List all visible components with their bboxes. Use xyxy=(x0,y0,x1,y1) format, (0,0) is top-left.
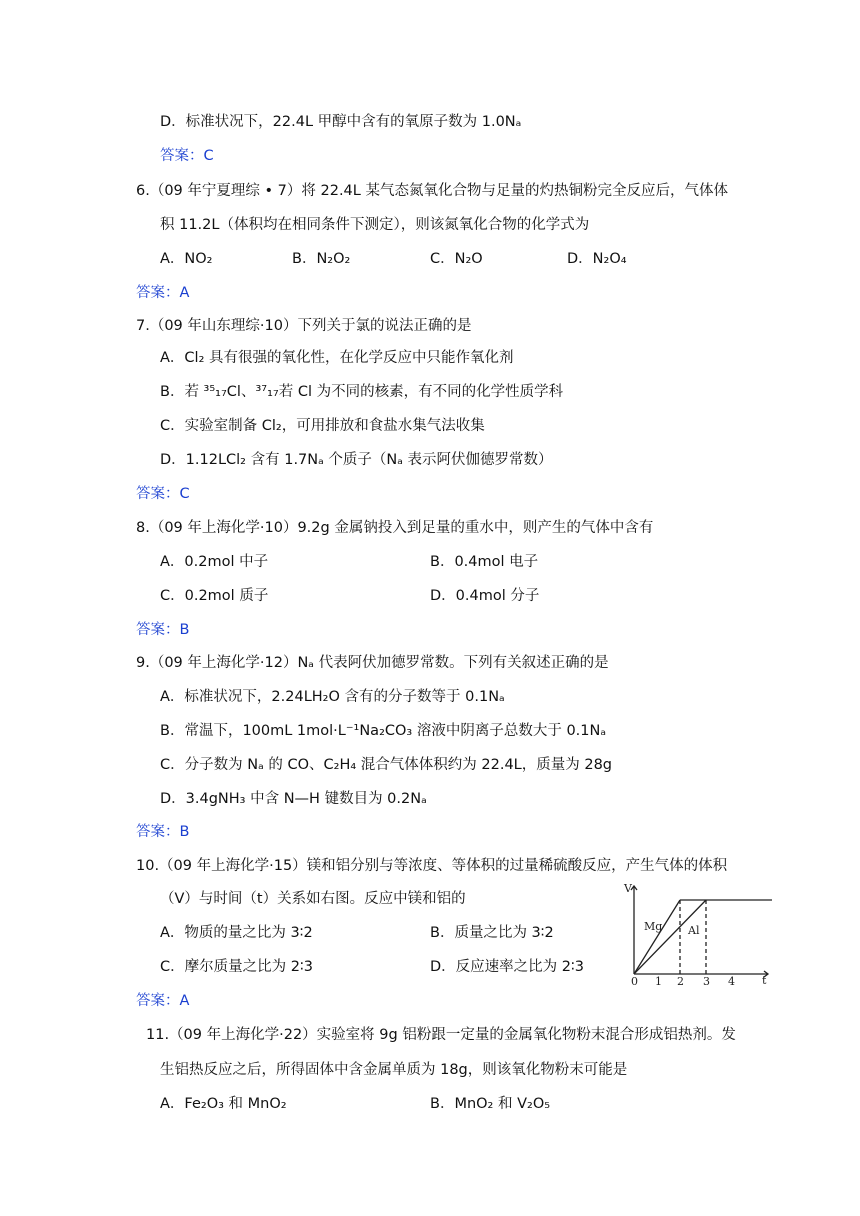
q6-answer: 答案：A xyxy=(136,285,190,301)
q11-option-b: B．MnO₂ 和 V₂O₅ xyxy=(430,1096,551,1112)
q6-option-b: B．N₂O₂ xyxy=(292,251,351,267)
q9-answer: 答案：B xyxy=(136,824,190,840)
q7-option-a: A．Cl₂ 具有很强的氧化性，在化学反应中只能作氧化剂 xyxy=(160,350,514,366)
q11-stem-line1: 11.（09 年上海化学·22）实验室将 9g 铝粉跟一定量的金属氧化物粉末混合形成铝热剂。发 xyxy=(146,1027,736,1043)
q11-option-a: A．Fe₂O₃ 和 MnO₂ xyxy=(160,1096,287,1112)
q9-option-b: B．常温下，100mL 1mol·L⁻¹Na₂CO₃ 溶液中阴离子总数大于 0.1Nₐ xyxy=(160,723,607,739)
q10-option-d: D．反应速率之比为 2∶3 xyxy=(430,959,584,975)
q8-answer: 答案：B xyxy=(136,622,190,638)
q6-stem-line1: 6.（09 年宁夏理综 • 7）将 22.4L 某气态氮氧化合物与足量的灼热铜粉完全反应后，气体体 xyxy=(136,183,728,199)
q10-option-b: B．质量之比为 3∶2 xyxy=(430,925,554,941)
q5-option-d: D．标准状况下，22.4L 甲醇中含有的氧原子数为 1.0Nₐ xyxy=(160,114,522,130)
graph-x-label: t xyxy=(762,974,767,987)
q6-option-c: C．N₂O xyxy=(430,251,483,267)
q7-option-d: D．1.12LCl₂ 含有 1.7Nₐ 个质子（Nₐ 表示阿伏伽德罗常数） xyxy=(160,452,553,468)
q8-stem: 8.（09 年上海化学·10）9.2g 金属钠投入到足量的重水中，则产生的气体中含有 xyxy=(136,520,654,536)
q9-option-a: A．标准状况下，2.24LH₂O 含有的分子数等于 0.1Nₐ xyxy=(160,689,505,705)
q10-volume-time-graph xyxy=(622,878,772,988)
graph-y-label: V xyxy=(624,882,632,895)
graph-tick-2: 2 xyxy=(677,975,684,988)
q8-option-a: A．0.2mol 中子 xyxy=(160,554,269,570)
graph-mg-label: Mg xyxy=(644,920,663,933)
q7-option-c: C．实验室制备 Cl₂，可用排放和食盐水集气法收集 xyxy=(160,418,485,434)
q10-option-c: C．摩尔质量之比为 2∶3 xyxy=(160,959,313,975)
q9-option-c: C．分子数为 Nₐ 的 CO、C₂H₄ 混合气体体积约为 22.4L，质量为 28g xyxy=(160,757,613,773)
graph-tick-1: 1 xyxy=(655,975,662,988)
q10-answer: 答案：A xyxy=(136,993,190,1009)
graph-tick-4: 4 xyxy=(728,975,735,988)
graph-al-label: Al xyxy=(688,924,700,937)
q5-answer: 答案：C xyxy=(160,148,214,164)
q7-answer: 答案：C xyxy=(136,486,190,502)
graph-tick-3: 3 xyxy=(703,975,710,988)
q10-stem-line2: （V）与时间（t）关系如右图。反应中镁和铝的 xyxy=(160,891,466,907)
q7-option-b: B．若 ³⁵₁₇Cl、³⁷₁₇若 Cl 为不同的核素，有不同的化学性质学科 xyxy=(160,384,564,400)
q7-stem: 7.（09 年山东理综·10）下列关于氯的说法正确的是 xyxy=(136,318,472,334)
q6-stem-line2: 积 11.2L（体积均在相同条件下测定），则该氮氧化合物的化学式为 xyxy=(160,217,590,233)
q10-stem-line1: 10.（09 年上海化学·15）镁和铝分别与等浓度、等体积的过量稀硫酸反应，产生气体的体积 xyxy=(136,858,728,874)
q8-option-b: B．0.4mol 电子 xyxy=(430,554,539,570)
q9-stem: 9.（09 年上海化学·12）Nₐ 代表阿伏加德罗常数。下列有关叙述正确的是 xyxy=(136,655,609,671)
graph-tick-0: 0 xyxy=(631,975,638,988)
q8-option-c: C．0.2mol 质子 xyxy=(160,588,269,604)
q9-option-d: D．3.4gNH₃ 中含 N—H 键数目为 0.2Nₐ xyxy=(160,791,427,807)
q11-stem-line2: 生铝热反应之后，所得固体中含金属单质为 18g，则该氧化物粉末可能是 xyxy=(160,1062,628,1078)
q10-option-a: A．物质的量之比为 3∶2 xyxy=(160,925,313,941)
mg-curve-rise xyxy=(634,900,680,974)
q6-option-a: A．NO₂ xyxy=(160,251,213,267)
al-curve-rise xyxy=(634,900,706,974)
q6-option-d: D．N₂O₄ xyxy=(567,251,627,267)
q8-option-d: D．0.4mol 分子 xyxy=(430,588,540,604)
